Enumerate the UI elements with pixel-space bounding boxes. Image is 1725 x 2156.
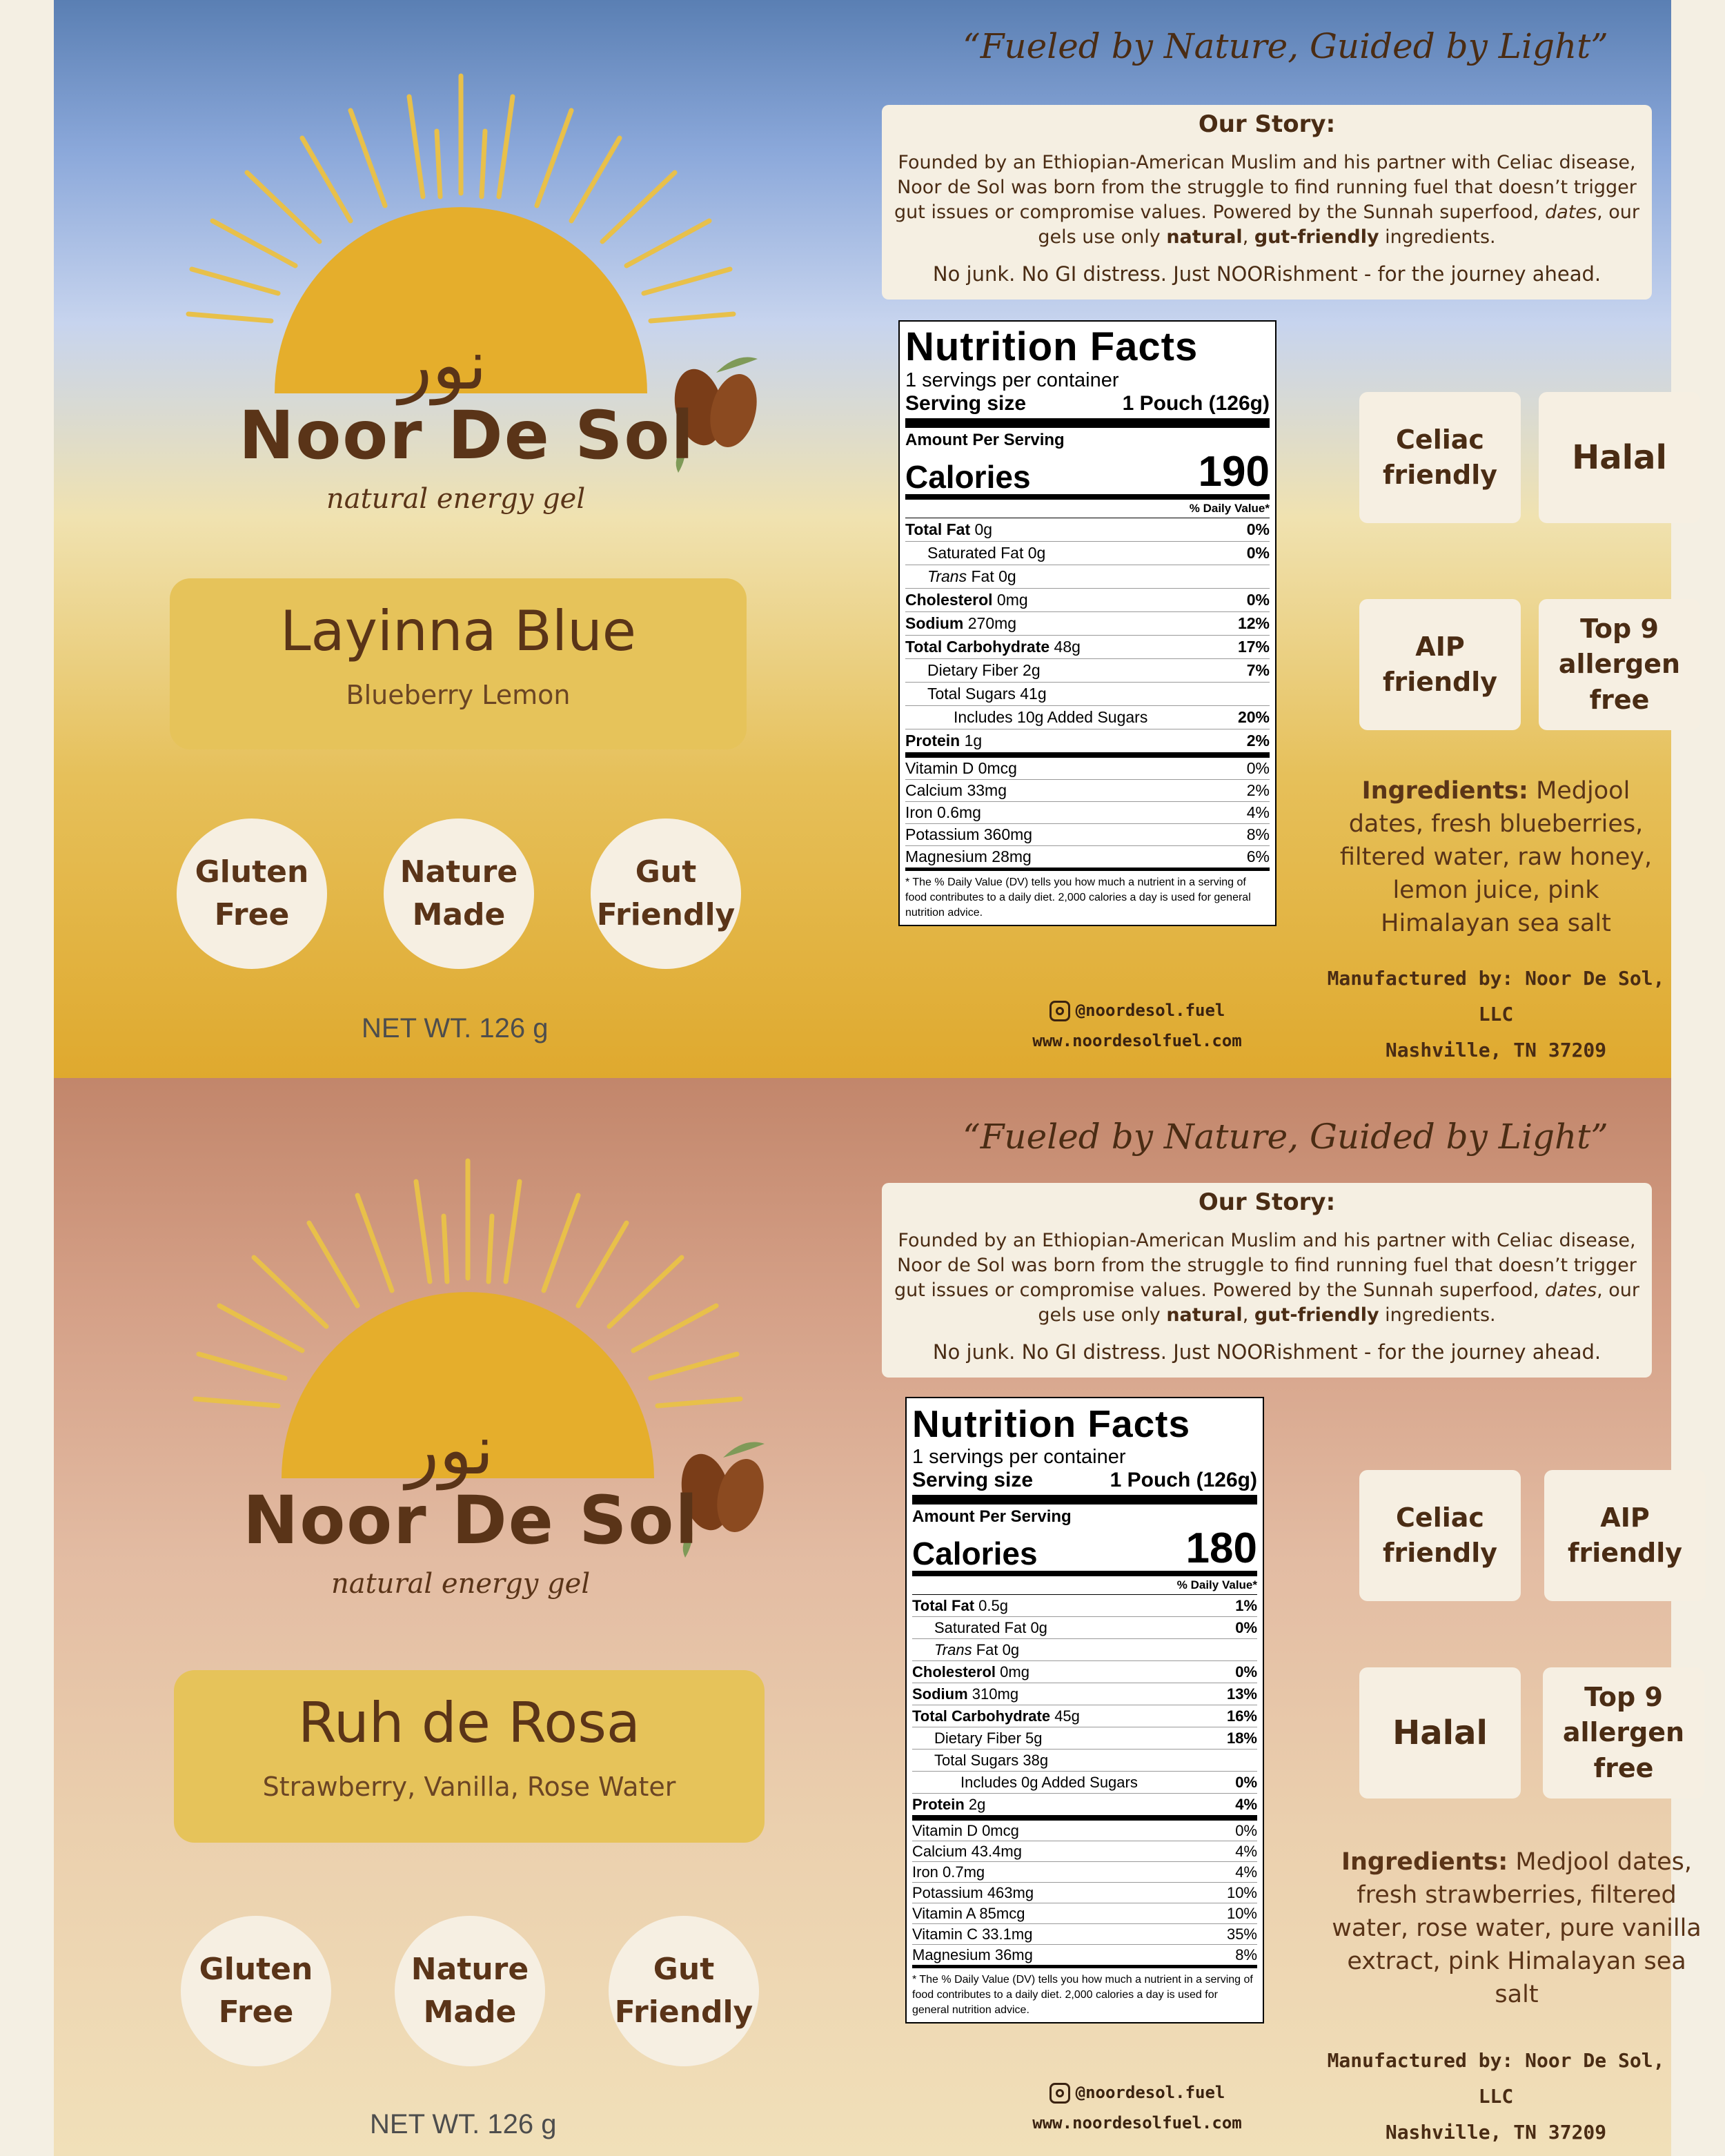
flavor-box: [170, 578, 747, 749]
story-gut-friendly: gut-friendly: [1254, 226, 1379, 248]
badge-line: Friendly: [596, 897, 736, 932]
nutrient-amount: 0mg: [1000, 1663, 1029, 1680]
nutrient-name: [912, 1661, 1029, 1683]
nutrient-label: Trans: [927, 567, 967, 585]
nutrient-daily-value: 4%: [1235, 1796, 1257, 1813]
nutrient-daily-value: 0%: [1235, 1663, 1257, 1680]
nutrient-label: Protein: [905, 732, 960, 749]
amount-per-serving: Amount Per Serving: [912, 1507, 1072, 1526]
serving-size-label: Serving size: [905, 392, 1027, 415]
nutrient-name: [905, 729, 982, 752]
ingredients-text: [1330, 774, 1662, 940]
social-block: [978, 995, 1296, 1056]
manufacturer-block: [1310, 2043, 1682, 2150]
nutrient-name: [905, 518, 992, 541]
nutrient-label: Total Carbohydrate: [912, 1707, 1051, 1725]
instagram-icon: [1049, 2083, 1070, 2104]
nutrient-amount: 48g: [1054, 638, 1081, 656]
nutrient-row: [905, 612, 1270, 636]
brand-quote: “Fueled by Nature, Guided by Light”: [963, 1117, 1608, 1157]
nutrient-daily-value: 18%: [1226, 1729, 1257, 1747]
vitamin-rows: [905, 758, 1270, 871]
net-weight: NET WT. 126 g: [370, 2109, 557, 2139]
nutrient-row: [912, 1750, 1257, 1772]
tag-aip-friendly: AIP friendly: [1359, 599, 1521, 730]
vitamin-label: Iron 0.6mg: [905, 803, 981, 821]
nutrient-daily-value: 0%: [1235, 1619, 1257, 1636]
brand-name: Noor De Sol: [243, 1482, 700, 1559]
flavor-name: Ruh de Rosa: [298, 1691, 640, 1755]
nutrient-name: [912, 1772, 1138, 1793]
nutrient-row: [912, 1705, 1257, 1727]
brand-quote: “Fueled by Nature, Guided by Light”: [963, 26, 1608, 66]
story-text: ,: [1242, 1304, 1249, 1326]
nutrient-row: [905, 729, 1270, 758]
nutrient-rows: [905, 518, 1270, 758]
ingredients-list: Medjool dates, fresh strawberries, filtered water, rose water, pure vanilla extract, pink Himalayan sea salt: [1332, 1848, 1702, 2008]
tag-top9-allergen-free: Top 9 allergen free: [1539, 599, 1700, 730]
nutrient-label: Total Sugars: [927, 685, 1016, 703]
nutrient-label: Protein: [912, 1796, 965, 1813]
nutrient-label: Trans: [934, 1641, 972, 1658]
nutrient-amount: 45g: [1054, 1707, 1080, 1725]
badge-gluten-free: [177, 819, 327, 969]
vitamin-label: Vitamin D 0mcg: [905, 759, 1017, 777]
nutrition-facts-panel: [905, 1397, 1264, 2023]
address: Nashville, TN 37209: [1385, 1039, 1607, 1061]
nutrient-row: [912, 1595, 1257, 1617]
nutrient-amount: 2g: [1023, 661, 1041, 679]
badge-line: Nature: [411, 1952, 529, 1988]
story-gut-friendly: gut-friendly: [1254, 1304, 1379, 1326]
vitamin-daily-value: 8%: [1235, 1946, 1257, 1963]
tag-halal: Halal: [1359, 1667, 1521, 1799]
badge-line: Gluten: [199, 1952, 313, 1988]
nutrient-row: [912, 1727, 1257, 1750]
flavor-box: [174, 1670, 765, 1843]
instagram-handle[interactable]: @noordesol.fuel: [1075, 2083, 1225, 2102]
vitamin-label: Magnesium 28mg: [905, 847, 1032, 865]
story-text: Founded by an Ethiopian-American Muslim and his partner with Celiac disease, Noor de Sol was born from the struggle to find running fuel that doesn’t trigger gut issues or compromise values. Powered by the Sunnah superfood,: [894, 1230, 1637, 1301]
badge-line: Gluten: [195, 854, 309, 890]
nutrient-name: [905, 542, 1045, 565]
nutrient-name: [912, 1750, 1048, 1771]
nutrient-name: [912, 1595, 1008, 1616]
our-story-box: [882, 1183, 1652, 1378]
nutrient-name: [905, 683, 1047, 705]
vitamin-label: Iron 0.7mg: [912, 1863, 985, 1881]
badge-line: Made: [412, 897, 506, 932]
nutrient-name: [905, 659, 1041, 682]
story-body: [891, 150, 1642, 250]
calories-label: Calories: [905, 459, 1031, 495]
story-title: Our Story:: [1198, 110, 1336, 138]
badge-line: Free: [218, 1995, 294, 2030]
nutrient-daily-value: 0%: [1246, 544, 1270, 562]
daily-value-footnote: * The % Daily Value (DV) tells you how much a nutrient in a serving of food contributes to a daily diet. 2,000 calories a day is used for general nutrition advice.: [905, 876, 1251, 919]
vitamin-row: [912, 1821, 1257, 1841]
vitamin-label: Vitamin C 33.1mg: [912, 1925, 1033, 1943]
nutrient-amount: 0g: [974, 520, 993, 538]
badge-gluten-free: [181, 1916, 331, 2066]
vitamin-label: Potassium 463mg: [912, 1884, 1034, 1901]
vitamin-label: Vitamin A 85mcg: [912, 1905, 1025, 1922]
story-tagline: No junk. No GI distress. Just NOORishment - for the journey ahead.: [932, 262, 1601, 286]
servings-per-container: 1 servings per container: [912, 1446, 1126, 1468]
nutrient-daily-value: 20%: [1237, 708, 1270, 726]
daily-value-header: % Daily Value*: [912, 1576, 1257, 1595]
nutrient-name: [905, 589, 1028, 611]
tag-celiac-friendly: Celiac friendly: [1359, 392, 1521, 523]
address: Nashville, TN 37209: [1385, 2121, 1607, 2144]
badge-line: Gut: [635, 854, 697, 890]
our-story-box: [882, 105, 1652, 300]
vitamin-label: Vitamin D 0mcg: [912, 1822, 1019, 1839]
tag-halal: Halal: [1539, 392, 1700, 523]
vitamin-daily-value: 35%: [1226, 1925, 1257, 1943]
nutrient-amount: 38g: [1023, 1752, 1049, 1769]
ingredients-label: Ingredients:: [1361, 777, 1528, 805]
nutrient-row: [905, 589, 1270, 612]
nutrient-row: [905, 636, 1270, 659]
nutrient-daily-value: 16%: [1226, 1707, 1257, 1725]
story-body: [891, 1228, 1642, 1328]
nutrient-name: [905, 565, 1016, 588]
nutrient-row: [912, 1639, 1257, 1661]
label-panel-layinna-blue: [54, 0, 1681, 1078]
story-text: ingredients.: [1385, 226, 1496, 248]
manufacturer: Manufactured by: Noor De Sol, LLC: [1327, 2049, 1665, 2108]
brand-tagline: natural energy gel: [326, 483, 586, 515]
nutrient-rows: [912, 1595, 1257, 1821]
story-dates: dates: [1545, 1280, 1597, 1301]
nutrient-row: [912, 1794, 1257, 1821]
brand-tagline: natural energy gel: [331, 1568, 591, 1600]
nutrient-row: [905, 542, 1270, 565]
calories-value: 190: [1198, 448, 1270, 496]
nutrient-name: [905, 636, 1081, 658]
nutrient-label: Includes 10g Added Sugars: [954, 708, 1148, 726]
story-title: Our Story:: [1198, 1188, 1336, 1216]
nutrient-label: Total Sugars: [934, 1752, 1019, 1769]
nutrient-daily-value: 0%: [1235, 1774, 1257, 1791]
nutrient-name: [912, 1617, 1047, 1638]
instagram-icon: [1049, 1001, 1070, 1021]
vitamin-row: [912, 1903, 1257, 1924]
nutrient-amount: 0.5g: [978, 1597, 1008, 1614]
nutrient-row: [912, 1772, 1257, 1794]
instagram-row[interactable]: [978, 995, 1296, 1026]
badge-line: Free: [214, 897, 290, 932]
ingredients-label: Ingredients:: [1341, 1848, 1508, 1876]
badge-line: Made: [423, 1995, 517, 2030]
ingredients-list: Medjool dates, fresh blueberries, filtered water, raw honey, lemon juice, pink Himalayan sea salt: [1339, 777, 1653, 937]
nutrient-name: [912, 1705, 1080, 1727]
story-text: Founded by an Ethiopian-American Muslim and his partner with Celiac disease, Noor de Sol was born from the struggle to find running fuel that doesn’t trigger gut issues or compromise values. Powered by the Sunnah superfood,: [894, 152, 1637, 223]
nutrient-name: [912, 1683, 1018, 1705]
nutrient-label: Cholesterol: [905, 591, 993, 609]
nutrient-name: [912, 1727, 1043, 1749]
nutrition-facts-panel: [898, 320, 1276, 926]
nutrient-amount: 5g: [1025, 1729, 1043, 1747]
nutrient-daily-value: 12%: [1237, 614, 1270, 632]
net-weight: NET WT. 126 g: [362, 1013, 549, 1043]
story-text: ,: [1242, 226, 1249, 248]
vitamin-daily-value: 4%: [1246, 803, 1270, 821]
vitamin-daily-value: 4%: [1235, 1863, 1257, 1881]
nutrient-name: [912, 1794, 985, 1815]
vitamin-label: Calcium 43.4mg: [912, 1843, 1022, 1860]
tag-top9-allergen-free: Top 9 allergen free: [1543, 1667, 1704, 1799]
story-tagline: No junk. No GI distress. Just NOORishment - for the journey ahead.: [932, 1340, 1601, 1364]
nutrient-amount: 0g: [1030, 1619, 1047, 1636]
nutrient-label: Sodium: [905, 614, 964, 632]
nutrient-row: [912, 1683, 1257, 1705]
nutrient-amount: 2g: [968, 1796, 986, 1813]
flavor-name: Layinna Blue: [279, 599, 637, 663]
vitamin-row: [912, 1883, 1257, 1903]
nutrient-name: [912, 1639, 1019, 1660]
nutrient-row: [905, 565, 1270, 589]
nutrient-daily-value: 0%: [1246, 591, 1270, 609]
ingredients-text: [1330, 1845, 1703, 2011]
calories-row: [912, 1527, 1257, 1576]
nutrient-name: [905, 612, 1016, 635]
nutrient-amount: Fat 0g: [971, 567, 1016, 585]
nutrient-name: [905, 706, 1147, 729]
vitamin-row: [912, 1841, 1257, 1862]
vitamin-label: Calcium 33mg: [905, 781, 1007, 799]
vitamin-daily-value: 6%: [1246, 847, 1270, 865]
badge-nature-made: [384, 819, 534, 969]
amount-per-serving: Amount Per Serving: [905, 431, 1065, 449]
manufacturer: Manufactured by: Noor De Sol, LLC: [1327, 967, 1665, 1026]
daily-value-footnote: * The % Daily Value (DV) tells you how much a nutrient in a serving of food contributes to a daily diet. 2,000 calories a day is used for general nutrition advice.: [912, 1974, 1253, 2016]
nutrient-row: [912, 1617, 1257, 1639]
vitamin-daily-value: 2%: [1246, 781, 1270, 799]
label-panel-ruh-de-rosa: [54, 1078, 1702, 2156]
story-natural: natural: [1166, 226, 1243, 248]
brand-arabic: نور: [406, 1409, 494, 1490]
vitamin-label: Magnesium 36mg: [912, 1946, 1033, 1963]
nutrient-label: Cholesterol: [912, 1663, 996, 1680]
vitamin-row: [905, 802, 1270, 824]
nutrient-amount: Fat 0g: [976, 1641, 1020, 1658]
nutrient-daily-value: 17%: [1237, 638, 1270, 656]
social-block: [978, 2077, 1296, 2138]
website-link[interactable]: www.noordesolfuel.com: [1032, 1031, 1242, 1050]
servings-per-container: 1 servings per container: [905, 369, 1119, 391]
website-link[interactable]: www.noordesolfuel.com: [1032, 2113, 1242, 2133]
tag-celiac-friendly: Celiac friendly: [1359, 1470, 1521, 1601]
vitamin-row: [912, 1945, 1257, 1968]
badge-line: Gut: [653, 1952, 715, 1988]
vitamin-row: [912, 1924, 1257, 1945]
nutrient-daily-value: 0%: [1246, 520, 1270, 538]
nutrient-daily-value: 2%: [1246, 732, 1270, 749]
nutrient-label: Total Carbohydrate: [905, 638, 1050, 656]
nutrient-row: [905, 706, 1270, 729]
badge-nature-made: [395, 1916, 545, 2066]
instagram-handle[interactable]: @noordesol.fuel: [1075, 1001, 1225, 1020]
vitamin-row: [905, 758, 1270, 780]
serving-size-label: Serving size: [912, 1469, 1034, 1491]
calories-label: Calories: [912, 1536, 1038, 1571]
vitamin-daily-value: 4%: [1235, 1843, 1257, 1860]
nutrient-amount: 270mg: [967, 614, 1017, 632]
badge-line: Nature: [400, 854, 518, 890]
vitamin-row: [905, 780, 1270, 802]
nutrient-row: [912, 1661, 1257, 1683]
flavor-description: Strawberry, Vanilla, Rose Water: [262, 1772, 676, 1802]
nutrient-label: Dietary Fiber: [934, 1729, 1021, 1747]
vitamin-row: [905, 824, 1270, 846]
serving-size-value: 1 Pouch (126g): [1110, 1469, 1257, 1491]
brand-name: Noor De Sol: [239, 397, 696, 474]
front-label: [54, 1078, 854, 2156]
story-dates: dates: [1545, 202, 1597, 223]
calories-value: 180: [1185, 1525, 1257, 1572]
story-text: , our gels use only: [1038, 202, 1639, 248]
vitamin-row: [912, 1862, 1257, 1883]
serving-size-row: [905, 392, 1270, 428]
vitamin-label: Potassium 360mg: [905, 825, 1033, 843]
nutrient-label: Total Fat: [905, 520, 971, 538]
nutrient-label: Saturated Fat: [927, 544, 1024, 562]
nutrient-label: Includes 0g Added Sugars: [960, 1774, 1138, 1791]
nutrition-title: Nutrition Facts: [912, 1402, 1191, 1445]
tag-aip-friendly: AIP friendly: [1544, 1470, 1706, 1601]
nutrient-daily-value: 13%: [1226, 1685, 1257, 1703]
nutrient-daily-value: 1%: [1235, 1597, 1257, 1614]
story-text: ingredients.: [1385, 1304, 1496, 1326]
vitamin-daily-value: 10%: [1226, 1884, 1257, 1901]
vitamin-daily-value: 0%: [1246, 759, 1270, 777]
nutrient-amount: 310mg: [972, 1685, 1019, 1703]
calories-row: [905, 450, 1270, 500]
vitamin-daily-value: 0%: [1235, 1822, 1257, 1839]
nutrient-row: [905, 659, 1270, 683]
story-text: , our gels use only: [1038, 1280, 1639, 1326]
nutrient-label: Dietary Fiber: [927, 661, 1018, 679]
nutrient-row: [905, 683, 1270, 706]
nutrient-amount: 1g: [964, 732, 983, 749]
badge-gut-friendly: [609, 1916, 759, 2066]
badge-gut-friendly: [591, 819, 741, 969]
nutrient-label: Sodium: [912, 1685, 968, 1703]
instagram-row[interactable]: [978, 2077, 1296, 2108]
serving-size-value: 1 Pouch (126g): [1122, 392, 1270, 415]
nutrient-daily-value: 7%: [1246, 661, 1270, 679]
nutrient-amount: 0mg: [996, 591, 1028, 609]
nutrient-label: Total Fat: [912, 1597, 975, 1614]
badge-line: Friendly: [614, 1995, 753, 2030]
vitamin-rows: [912, 1821, 1257, 1968]
manufacturer-block: [1310, 961, 1682, 1068]
nutrition-title: Nutrition Facts: [905, 324, 1199, 369]
serving-size-row: [912, 1469, 1257, 1505]
story-natural: natural: [1166, 1304, 1243, 1326]
vitamin-daily-value: 8%: [1246, 825, 1270, 843]
vitamin-daily-value: 10%: [1226, 1905, 1257, 1922]
nutrient-label: Saturated Fat: [934, 1619, 1027, 1636]
daily-value-header: % Daily Value*: [905, 500, 1270, 518]
nutrient-row: [905, 518, 1270, 542]
flavor-description: Blueberry Lemon: [346, 680, 571, 710]
nutrient-amount: 41g: [1020, 685, 1047, 703]
nutrient-amount: 0g: [1027, 544, 1046, 562]
vitamin-row: [905, 846, 1270, 871]
front-label: [54, 0, 854, 1078]
brand-arabic: نور: [399, 324, 487, 405]
